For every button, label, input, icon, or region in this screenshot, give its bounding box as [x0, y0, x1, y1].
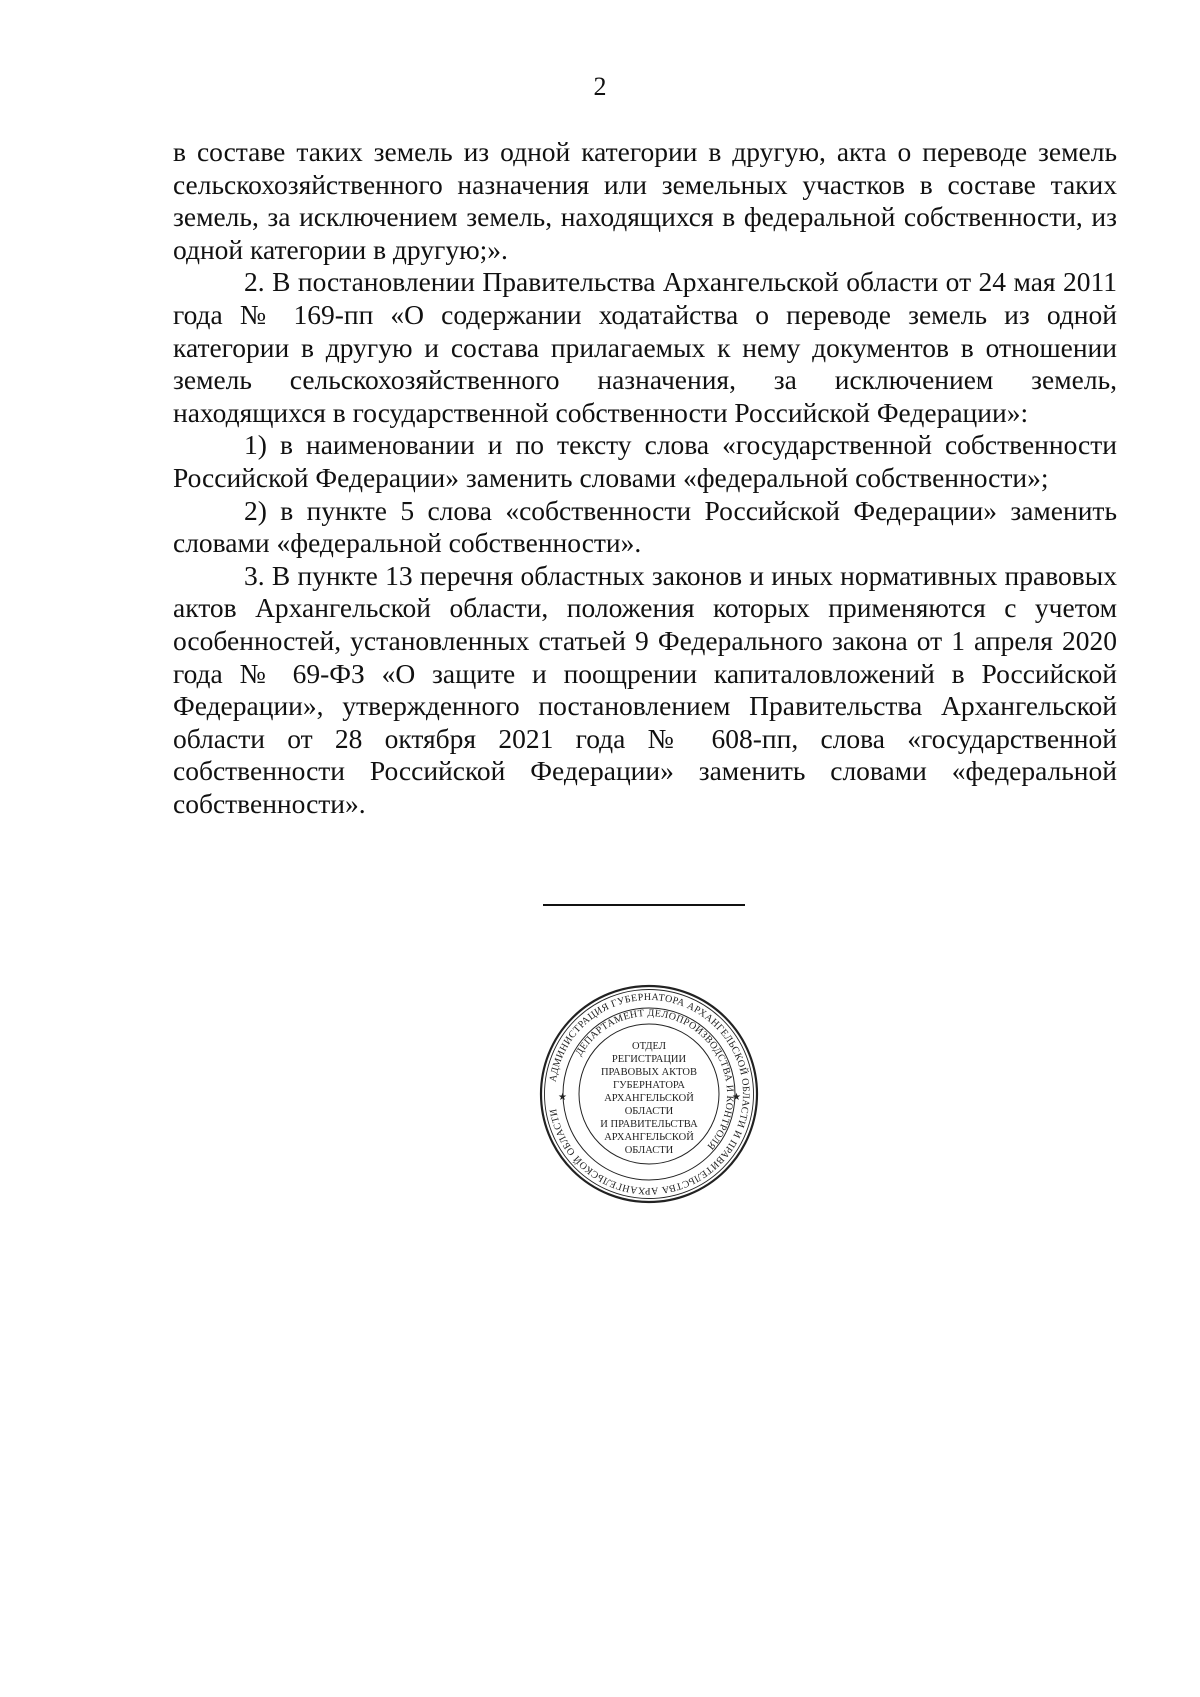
- paragraph-subitem-1: 1) в наименовании и по тексту слова «государственной собственности Российской Федерации» заменить словами «федеральной собственности»;: [173, 429, 1117, 493]
- seal-center-line: ОБЛАСТИ: [624, 1106, 674, 1117]
- paragraph-item-2: 2. В постановлении Правительства Архангельской области от 24 мая 2011 года № 169-пп «О содержании ходатайства о переводе земель из одной категории в другую и состава прилагаемых к нему документов в отношении земель сельскохозяйственного назначения, за исключением земель, находящихся в государственной собственности Российской Федерации»:: [173, 266, 1117, 428]
- seal-center-line: И ПРАВИТЕЛЬСТВА: [600, 1119, 698, 1130]
- seal-center-line: АРХАНГЕЛЬСКОЙ: [604, 1093, 694, 1104]
- seal-center-line: ПРАВОВЫХ АКТОВ: [600, 1067, 698, 1078]
- seal-center-line: ОБЛАСТИ: [624, 1145, 674, 1156]
- seal-star-left: ★: [558, 1092, 567, 1103]
- seal-outer-ring-text: АДМИНИСТРАЦИЯ ГУБЕРНАТОРА АРХАНГЕЛЬСКОЙ ОБЛАСТИ И ПРАВИТЕЛЬСТВА АРХАНГЕЛЬСКОЙ ОБЛАСТИ: [547, 991, 752, 1197]
- seal-center-line: АРХАНГЕЛЬСКОЙ: [604, 1132, 694, 1143]
- seal-center-line: РЕГИСТРАЦИИ: [611, 1054, 687, 1065]
- seal-graphic: [538, 983, 760, 1205]
- separator-line: [543, 904, 745, 906]
- seal-center-line: ОТДЕЛ: [632, 1041, 666, 1052]
- official-seal: [538, 983, 760, 1205]
- seal-inner-ring-text: ДЕПАРТАМЕНТ ДЕЛОПРОИЗВОДСТВА И КОНТРОЛЯ: [573, 1007, 736, 1152]
- paragraph-item-3: 3. В пункте 13 перечня областных законов и иных нормативных правовых актов Архангельской области, положения которых применяются с учетом особенностей, установленных статьей 9 Федерального закона от 1 апреля 2020 года № 69-ФЗ «О защите и поощрении капиталовложений в Российской Федерации», утвержденного постановлением Правительства Архангельской области от 28 октября 2021 года № 608-пп, слова «государственной собственности Российской Федерации» заменить словами «федеральной собственности».: [173, 559, 1117, 819]
- seal-center-line: ГУБЕРНАТОРА: [613, 1080, 685, 1091]
- paragraph-subitem-2: 2) в пункте 5 слова «собственности Российской Федерации» заменить словами «федеральной собственности».: [173, 494, 1117, 559]
- seal-star-right: ★: [732, 1092, 741, 1103]
- paragraph-continuation: в составе таких земель из одной категории в другую, акта о переводе земель сельскохозяйственного назначения или земельных участков в составе таких земель, за исключением земель, находящихся в федеральной собственности, из одной категории в другую;».: [173, 136, 1117, 265]
- document-body: [173, 136, 1117, 820]
- page-number: 2: [593, 72, 607, 101]
